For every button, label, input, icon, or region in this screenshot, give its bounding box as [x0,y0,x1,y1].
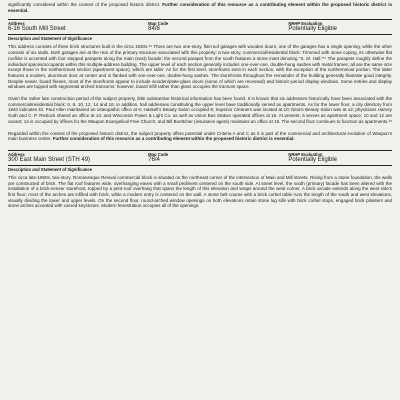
address-value: 300 East Main Street (STH 49) [8,157,148,166]
address-header: Address [8,151,25,157]
intro-bold-text: Further consideration of this resource as a contributing element within the proposed historic district is essential. [8,2,392,13]
address-value: 6-16 South Mill Street [8,26,148,35]
body-paragraph: This circa late-1860s, two-story, Romanesque Revival commercial block is situated on the northeast corner of the intersection of Main and Mill streets. Rising from a stone foundation, the walls are constructed of brick. The flat roof features wide, overhanging eaves with a small pediment centered on the south side. At street level, the south (primary) facade has been altered with the installation of a brick-veneer storefront, topped by a pent-roof overhang that spans the length of this elevation and wraps around the west corner. A brick arcade extends along the west side’s first floor; most of the arches are infilled with brick, while a modern entry is centered on the wall. A stone belt course with a brick corbel table runs the length of the south and west elevations, visually dividing the lower and upper levels. On the second floor, round-arched window openings on both elevations retain stone lug sills with brick corbel stops, engaged brick pilasters and stone arches accented with carved keystones. Modern fenestration occupies all of the openings. [8,174,392,209]
map-code-value: 84/8 [148,26,288,35]
record-300-east-main [8,150,392,175]
body-text: Regarded within the context of the proposed historic district, the subject property offers potential under Criteria A and C as it is part of the commercial and architectural evolution of Waupun’s main business center. [8,130,392,142]
nrhp-header: NRHP Evaluation [288,151,323,157]
map-code-header: Map Code [148,151,169,157]
description-header: Description and Statement of Significance [8,36,92,42]
map-code-header: Map Code [148,21,169,27]
body-paragraph: This address consists of three brick structures built in the circa 1930s.¹⁶ There are two one-story, flat-roof garages with wooden doors; one of the garages has a single opening, while the other consists of six stalls. Both garages are at the rear of the primary structure associated with this property: a two-story, commercial/residential block. Trimmed with stone coping, its otherwise flat roofline is accented with four stepped parapets along the main (east) facade; the second parapet from the south features a stone inset denoting “S. M. Hall.”¹⁷ The parapets roughly define the individual spaces/occupants within this multiple-address building. The upper level of each section generally includes one-over-one, double-hung sashes with metal frames; all are the same size except those in the northernmost section (apartment space), which are taller. As for the first level, storefronts exist in each section, with the exception of the northernmost portion. The latter features a modern, aluminum door at center and is flanked with one-over-one, double-hung sashes. The storefronts throughout the remainder of the building generally illustrate good integrity. Despite newer, board frieses, most of the storefronts appear to include wooden/plate-glass doors (some of which are recessed) and historic-period display windows. Some entries and display windows are topped with segmental-arched transoms; however, board infill rather than glass occupies the transom space. [8,44,392,90]
intro-paragraph [8,2,392,13]
body-paragraph: Given the rather late construction period of the subject property, little substantive historical information has been found. It is known that six addresses historically have been associated with the commercial/residential block: 6, 8, 10, 12, 14 and 16; in addition, hall addresses constituting the upper level have traditionally served as apartments. As for the lower floor, a city directory from 1940 indicates Dr. Paul Allen maintained an osteopathic office at 6; Haskell’s Beauty Salon occupied 8; Superior Cleaners was located at 10; Nina’s Beauty Salon was at 12; physicians Harvey Guth and C. P. Reslock shared an office at 14; and Wisconsin Power & Light Co. as well as Union Bus Station operated offices at 16. At present, 6 serves as apartment space; 10 and 12 are vacant; 14 is occupied by offices for the Waupun Evangelical Free Church; and Bill Boettcher (insurance agent) maintains an office at 16. The second floor continues to function as apartments.¹⁸ [8,96,392,124]
record-6-16-south-mill [8,19,392,44]
description-header: Description and Statement of Significance [8,166,92,172]
intro-text: significantly considered within the context of the proposed historic district. [8,2,161,7]
evaluation-value: Potentially Eligible [288,157,392,166]
map-code-value: 76/4 [148,157,288,166]
nrhp-header: NRHP Evaluation [288,21,323,27]
body-bold-text: Further consideration of this resource as a contributing element within the proposed historic district is essential. [51,136,295,142]
address-header: Address [8,21,25,27]
body-paragraph [8,131,392,142]
evaluation-value: Potentially Eligible [288,26,392,35]
